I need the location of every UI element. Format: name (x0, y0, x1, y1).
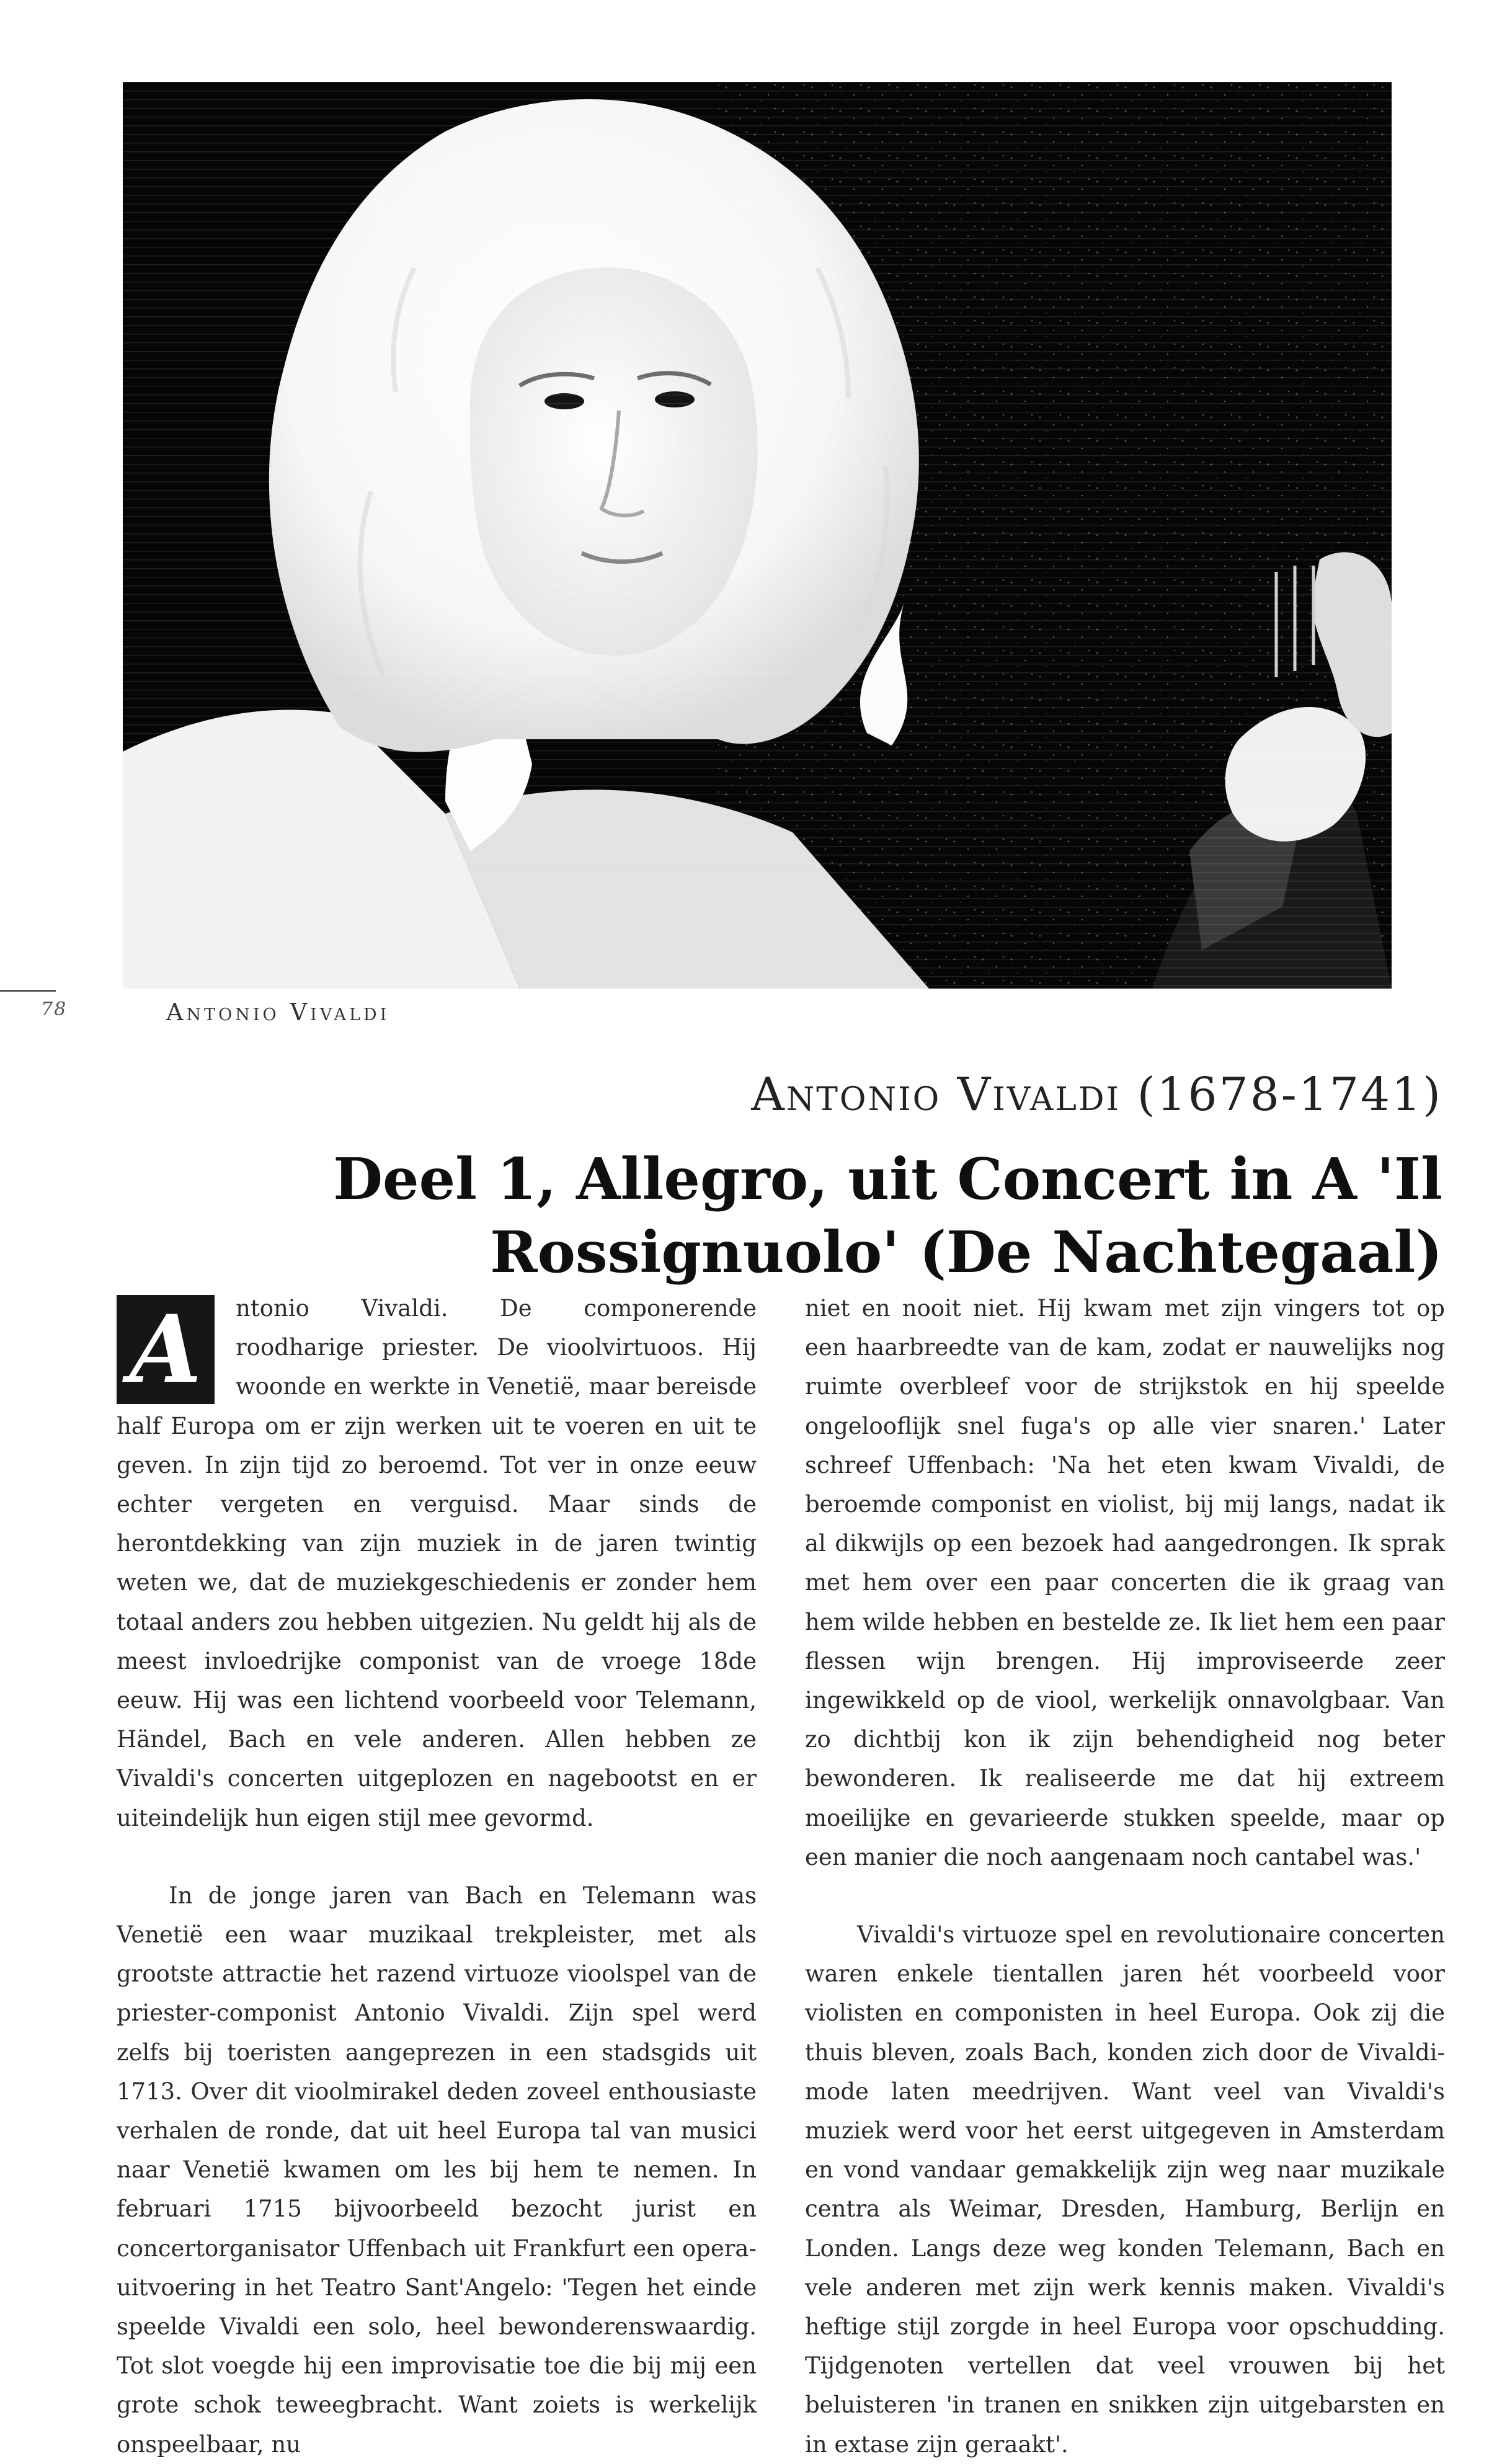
paragraph-text: ntonio Vivaldi. De componerende roodharige priester. De vioolvirtuoos. Hij woonde en werkte in Venetië, maar bereisde half Europa om er zijn werken uit te voeren en uit te geven. In zijn tijd zo beroemd. Tot ver in onze eeuw echter vergeten en verguisd. Maar sinds de herontdekking van zijn muziek in de jaren twintig weten we, dat de muziekgeschiedenis er zonder hem totaal anders zou hebben uitgezien. Nu geldt hij als de meest invloedrijke componist van de vroege 18de eeuw. Hij was een lichtend voorbeeld voor Telemann, Händel, Bach en vele anderen. Allen hebben ze Vivaldi's concerten uitgeplozen en nagebootst en er uiteindelijk hun eigen stijl mee gevormd. (117, 1295, 757, 1831)
page-number: 78 (41, 998, 68, 1020)
drop-cap (117, 1295, 215, 1404)
article-title: Deel 1, Allegro, uit Concert in A 'Il Rossignuolo' (De Nachtegaal) (333, 1145, 1442, 1286)
composer-heading: Antonio Vivaldi (1678-1741) (751, 1068, 1442, 1121)
photo-caption: Antonio Vivaldi (166, 998, 390, 1026)
paragraph: In de jonge jaren van Bach en Telemann was Venetië een waar muzikaal trekpleister, met als grootste attractie het razend virtuoze vioolspel van de priester-componist Antonio Vivaldi. Zijn spel werd zelfs bij toeristen aangeprezen in een stadsgids uit 1713. Over dit vioolmirakel deden zoveel enthousiaste verhalen de ronde, dat uit heel Europa tal van musici naar Venetië kwamen om les bij hem te nemen. In februari 1715 bijvoorbeeld bezocht jurist en concertorganisator Uffenbach uit Frankfurt een opera-uitvoering in het Teatro Sant'Angelo: 'Tegen het einde speelde Vivaldi een solo, heel bewonderenswaardig. Tot slot voegde hij een improvisatie toe die bij mij een grote schok teweegbracht. Want zoiets is werkelijk onspeelbaar, nu (117, 1882, 757, 2458)
paragraph: niet en nooit niet. Hij kwam met zijn vingers tot op een haarbreedte van de kam, zodat er nauwelijks nog ruimte overbleef voor de strijkstok en hij speelde ongelooflijk snel fuga's op alle vier snaren.' Later schreef Uffenbach: 'Na het eten kwam Vivaldi, de beroemde componist en violist, bij mij langs, nadat ik al dikwijls op een bezoek had aangedrongen. Ik sprak met hem over een paar concerten die ik graag van hem wilde hebben en bestelde ze. Ik liet hem een paar flessen wijn brengen. Hij improviseerde zeer ingewikkeld op de viool, werkelijk onnavolgbaar. Van zo dichtbij kon ik zijn behendigheid nog beter bewonderen. Ik realiseerde me dat hij extreem moeilijke en gevarieerde stukken speelde, maar op een manier die noch aangenaam noch cantabel was.' (805, 1295, 1445, 1870)
page-rule (0, 990, 56, 992)
left-column (117, 1289, 757, 2464)
portrait-illustration (123, 82, 1392, 989)
paragraph (117, 1289, 757, 1838)
drop-cap-letter: A (129, 1295, 202, 1404)
right-column (805, 1289, 1445, 2464)
vivaldi-portrait (123, 82, 1392, 989)
paragraph: Vivaldi's virtuoze spel en revolutionaire concerten waren enkele tientallen jaren hét voorbeeld voor violisten en componisten in heel Europa. Ook zij die thuis bleven, zoals Bach, konden zich door de Vivaldi-mode laten meedrijven. Want veel van Vivaldi's muziek werd voor het eerst uitgegeven in Amsterdam en vond vandaar gemakkelijk zijn weg naar muzikale centra als Weimar, Dresden, Hamburg, Berlijn en Londen. Langs deze weg konden Telemann, Bach en vele anderen met zijn werk kennis maken. Vivaldi's heftige stijl zorgde in heel Europa voor opschudding. Tijdgenoten vertellen dat veel vrouwen bij het beluisteren 'in tranen en snikken zijn uitgebarsten en in extase zijn geraakt'. (805, 1921, 1445, 2458)
